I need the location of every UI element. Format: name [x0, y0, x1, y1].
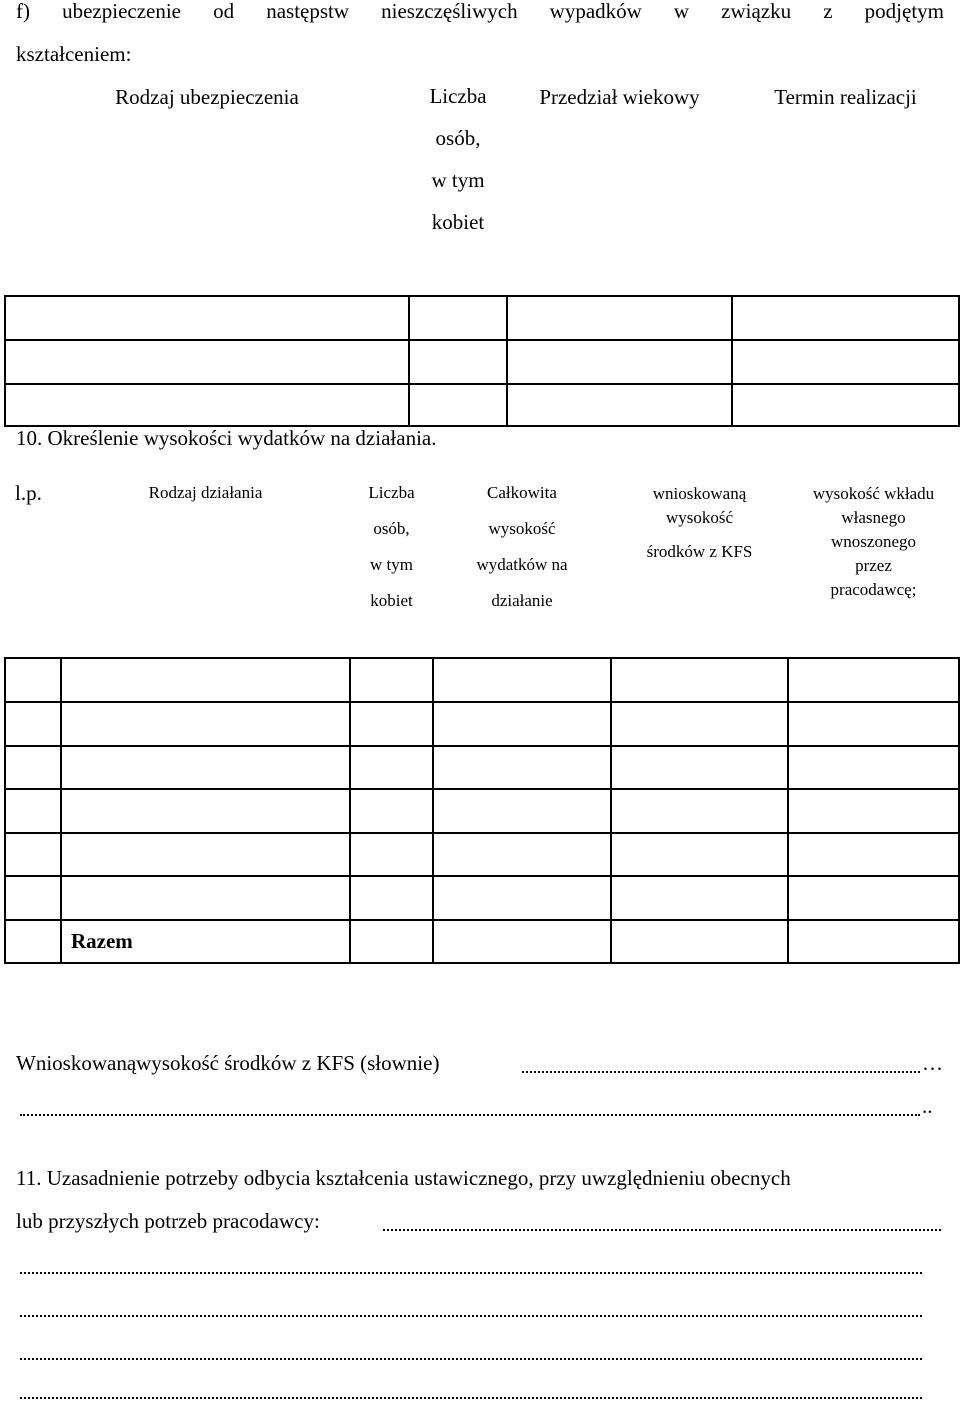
cell[interactable]: [788, 833, 959, 876]
cell[interactable]: [788, 789, 959, 833]
cell[interactable]: [433, 833, 611, 876]
cell[interactable]: [61, 658, 350, 702]
section-f-line2: kształceniem:: [16, 42, 132, 66]
requested-words-line-1[interactable]: [522, 1071, 920, 1073]
cell[interactable]: [5, 833, 61, 876]
cell[interactable]: [732, 384, 959, 426]
table-row: [5, 296, 959, 340]
cell[interactable]: [5, 658, 61, 702]
cell[interactable]: [350, 658, 433, 702]
total-row-label: Razem: [61, 920, 350, 963]
cell[interactable]: [433, 920, 611, 963]
cell[interactable]: [611, 833, 788, 876]
cell[interactable]: [611, 658, 788, 702]
cell[interactable]: [788, 920, 959, 963]
cell[interactable]: [5, 789, 61, 833]
cell[interactable]: [5, 920, 61, 963]
table-row: [5, 920, 959, 963]
requested-words-label: Wnioskowanąwysokość środków z KFS (słownie): [16, 1051, 440, 1075]
requested-words-line-2[interactable]: [20, 1114, 920, 1116]
cell[interactable]: [433, 789, 611, 833]
expenses-table: [4, 480, 960, 964]
cell[interactable]: [611, 789, 788, 833]
cell[interactable]: [5, 746, 61, 789]
cell[interactable]: [350, 920, 433, 963]
justification-line-2[interactable]: [20, 1272, 922, 1274]
header-employer-contribution: wysokość wkładu własnego wnoszonego przez pracodawcę;: [788, 480, 959, 658]
header-total-expense: Całkowita wysokość wydatków na działanie: [433, 480, 611, 658]
cell[interactable]: [433, 658, 611, 702]
cell[interactable]: [409, 296, 507, 340]
cell[interactable]: [409, 384, 507, 426]
cell[interactable]: [5, 702, 61, 746]
cell[interactable]: [788, 746, 959, 789]
table-row: [5, 340, 959, 384]
header-lp: l.p.: [5, 480, 61, 658]
table-row: [5, 789, 959, 833]
cell[interactable]: [732, 296, 959, 340]
section-f-line1: f) ubezpieczenie od następstw nieszczęśliwych wypadków w związku z podjętym: [16, 0, 944, 23]
insurance-table: [4, 82, 960, 427]
table-row: [5, 833, 959, 876]
header-action-type: Rodzaj działania: [61, 480, 350, 658]
justification-line-3[interactable]: [20, 1315, 922, 1317]
cell[interactable]: [433, 876, 611, 920]
cell[interactable]: [433, 746, 611, 789]
cell[interactable]: [507, 384, 732, 426]
table-row: [5, 702, 959, 746]
section-11-line2: lub przyszłych potrzeb pracodawcy:: [16, 1209, 320, 1233]
cell[interactable]: [5, 384, 409, 426]
cell[interactable]: [611, 702, 788, 746]
cell[interactable]: [5, 340, 409, 384]
cell[interactable]: [61, 833, 350, 876]
cell[interactable]: [507, 340, 732, 384]
header-people-count: Liczba osób, w tym kobiet: [350, 480, 433, 658]
justification-line-5[interactable]: [20, 1397, 922, 1399]
justification-line-4[interactable]: [20, 1358, 922, 1360]
table-row: [5, 876, 959, 920]
cell[interactable]: [61, 746, 350, 789]
cell[interactable]: [350, 876, 433, 920]
cell[interactable]: [788, 702, 959, 746]
section-11-line1: 11. Uzasadnienie potrzeby odbycia kształcenia ustawicznego, przy uwzględnieniu obecnych: [16, 1166, 791, 1190]
cell[interactable]: [732, 340, 959, 384]
cell[interactable]: [350, 746, 433, 789]
cell[interactable]: [433, 702, 611, 746]
header-people-count: Liczba osób, w tym kobiet: [409, 82, 507, 296]
cell[interactable]: [350, 833, 433, 876]
requested-words-line-2-end: ..: [922, 1094, 933, 1118]
header-requested-kfs: wnioskowaną wysokość środków z KFS: [611, 480, 788, 658]
cell[interactable]: [61, 876, 350, 920]
table-row: [5, 384, 959, 426]
cell[interactable]: [507, 296, 732, 340]
cell[interactable]: [61, 702, 350, 746]
cell[interactable]: [5, 296, 409, 340]
cell[interactable]: [611, 920, 788, 963]
cell[interactable]: [409, 340, 507, 384]
header-term: Termin realizacji: [732, 82, 959, 296]
header-age-range: Przedział wiekowy: [507, 82, 732, 296]
cell[interactable]: [611, 876, 788, 920]
header-insurance-type: Rodzaj ubezpieczenia: [5, 82, 409, 296]
table-row: [5, 746, 959, 789]
justification-line-1[interactable]: [383, 1229, 941, 1231]
cell[interactable]: [350, 789, 433, 833]
section-10-title: 10. Określenie wysokości wydatków na działania.: [16, 426, 437, 450]
cell[interactable]: [788, 876, 959, 920]
cell[interactable]: [350, 702, 433, 746]
cell[interactable]: [611, 746, 788, 789]
table-row: [5, 658, 959, 702]
cell[interactable]: [61, 789, 350, 833]
cell[interactable]: [788, 658, 959, 702]
requested-words-ellipsis: …: [922, 1051, 943, 1075]
cell[interactable]: [5, 876, 61, 920]
